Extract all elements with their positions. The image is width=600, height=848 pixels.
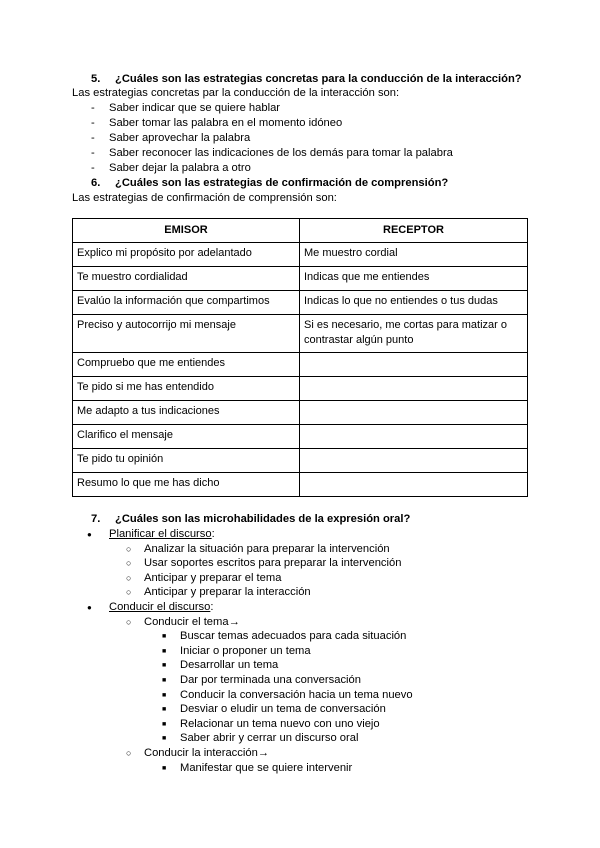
emisor-cell: Explico mi propósito por adelantado (73, 243, 300, 267)
table-row (73, 291, 528, 315)
list-item: ○ Conducir el tema→ (126, 615, 240, 628)
hollow-circle-bullet-icon: ○ (126, 747, 132, 758)
table-row (73, 377, 528, 401)
filled-circle-bullet-icon: ● (87, 602, 92, 612)
table-row (73, 401, 528, 425)
comprehension-strategies-table (72, 218, 528, 497)
conducir-label: Conducir el discurso (109, 600, 211, 613)
square-bullet-icon: ■ (162, 662, 167, 670)
list-item: ■ Dar por terminada una conversación (162, 673, 361, 686)
receptor-cell (300, 425, 528, 449)
emisor-cell: Te pido si me has entendido (73, 377, 300, 401)
dash-bullet: - (91, 102, 95, 114)
question-text: ¿Cuáles son las microhabilidades de la expresión oral? (115, 513, 411, 525)
list-item: - Saber indicar que se quiere hablar (91, 102, 281, 114)
receptor-cell: Me muestro cordial (300, 243, 528, 267)
question-number: 6. (91, 177, 101, 189)
section-5-intro: Las estrategias concretas par la conducción de la interacción son: (72, 87, 400, 99)
square-bullet-icon: ■ (162, 706, 167, 714)
table-row (73, 315, 528, 353)
square-bullet-icon: ■ (162, 676, 167, 684)
list-item: ○ Anticipar y preparar el tema (126, 571, 282, 584)
list-item: ● Planificar el discurso: (87, 528, 215, 540)
table-row (73, 473, 528, 497)
section-6-intro: Las estrategias de confirmación de comprensión son: (72, 192, 337, 204)
emisor-cell: Clarifico el mensaje (73, 425, 300, 449)
table-row (73, 243, 528, 267)
square-bullet-icon: ■ (162, 720, 167, 728)
square-bullet-icon: ■ (162, 647, 167, 655)
list-item: - Saber aprovechar la palabra (91, 132, 251, 144)
list-item: ● Conducir el discurso: (87, 600, 214, 613)
question-text: ¿Cuáles son las estrategias concretas para la conducción de la interacción? (115, 73, 522, 85)
receptor-cell: Indicas lo que no entiendes o tus dudas (300, 291, 528, 315)
table-row (73, 449, 528, 473)
table-header-row (73, 219, 528, 243)
list-item: ■ Conducir la conversación hacia un tema nuevo (162, 688, 413, 701)
microskills-outline (72, 527, 592, 775)
receptor-cell (300, 473, 528, 497)
list-item: ■ Saber abrir y cerrar un discurso oral (162, 732, 359, 745)
emisor-cell: Te muestro cordialidad (73, 267, 300, 291)
hollow-circle-bullet-icon: ○ (126, 543, 132, 554)
receptor-cell (300, 353, 528, 377)
column-header-emisor: EMISOR (73, 219, 300, 243)
list-item: ■ Buscar temas adecuados para cada situación (162, 630, 407, 643)
list-item: ○ Analizar la situación para preparar la intervención (126, 542, 390, 555)
list-item: ■ Relacionar un tema nuevo con uno viejo (162, 717, 380, 730)
planificar-label: Planificar el discurso (109, 528, 212, 540)
emisor-cell: Te pido tu opinión (73, 449, 300, 473)
dash-bullet: - (91, 147, 95, 159)
strategy-list (72, 101, 592, 176)
emisor-cell: Preciso y autocorrijo mi mensaje (73, 315, 300, 353)
list-item: - Saber tomar las palabra en el momento idóneo (91, 117, 343, 129)
receptor-cell (300, 401, 528, 425)
question-text: ¿Cuáles son las estrategias de confirmación de comprensión? (115, 177, 449, 189)
list-item: ○ Conducir la interacción→ (126, 746, 269, 759)
hollow-circle-bullet-icon: ○ (126, 558, 132, 569)
list-item: ■ Manifestar que se quiere intervenir (162, 761, 353, 774)
question-6-heading (91, 176, 448, 191)
question-7-heading (91, 512, 410, 527)
column-header-receptor: RECEPTOR (300, 219, 528, 243)
emisor-cell: Evalúo la información que compartimos (73, 291, 300, 315)
square-bullet-icon: ■ (162, 735, 167, 743)
emisor-cell: Resumo lo que me has dicho (73, 473, 300, 497)
emisor-cell: Compruebo que me entiendes (73, 353, 300, 377)
dash-bullet: - (91, 132, 95, 144)
question-number: 5. (91, 73, 101, 85)
table-row (73, 353, 528, 377)
list-item: ■ Desarrollar un tema (162, 659, 279, 672)
filled-circle-bullet-icon: ● (87, 530, 92, 539)
list-item: - Saber dejar la palabra a otro (91, 162, 251, 174)
question-5-heading (91, 72, 522, 87)
square-bullet-icon: ■ (162, 691, 167, 699)
list-item: ■ Iniciar o proponer un tema (162, 644, 311, 657)
hollow-circle-bullet-icon: ○ (126, 572, 132, 583)
dash-bullet: - (91, 162, 95, 174)
list-item: ○ Usar soportes escritos para preparar la intervención (126, 557, 402, 570)
hollow-circle-bullet-icon: ○ (126, 616, 132, 627)
list-item: ○ Anticipar y preparar la interacción (126, 586, 311, 599)
list-item: ■ Desviar o eludir un tema de conversación (162, 703, 386, 716)
receptor-cell: Indicas que me entiendes (300, 267, 528, 291)
table-row (73, 267, 528, 291)
emisor-cell: Me adapto a tus indicaciones (73, 401, 300, 425)
square-bullet-icon: ■ (162, 764, 167, 772)
square-bullet-icon: ■ (162, 633, 167, 641)
dash-bullet: - (91, 117, 95, 129)
list-item: - Saber reconocer las indicaciones de los demás para tomar la palabra (91, 147, 453, 159)
table-row (73, 425, 528, 449)
question-number: 7. (91, 513, 101, 525)
hollow-circle-bullet-icon: ○ (126, 587, 132, 598)
receptor-cell: Si es necesario, me cortas para matizar o contrastar algún punto (300, 315, 528, 353)
receptor-cell (300, 449, 528, 473)
receptor-cell (300, 377, 528, 401)
